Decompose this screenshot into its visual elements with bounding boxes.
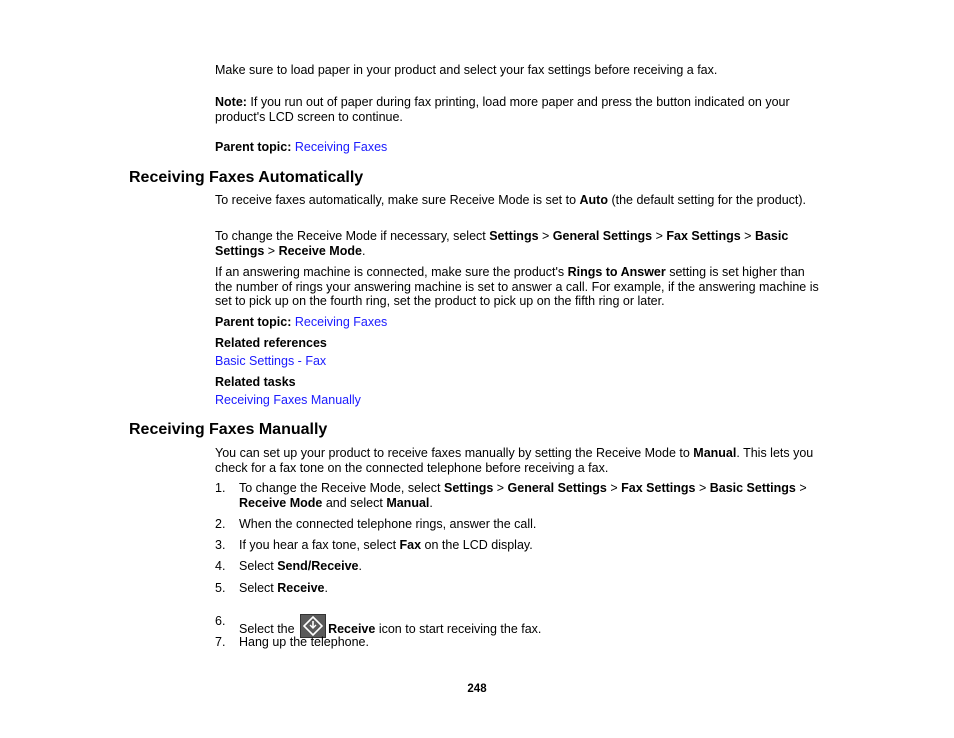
text-bold: Fax Settings [621,481,696,495]
auto-p2 [215,229,825,258]
text: Select [239,559,278,573]
text-bold: Receive Mode [239,495,323,510]
step-text [239,538,829,553]
note [215,95,825,124]
text-bold: Settings [489,229,539,243]
auto-p3 [215,265,825,309]
text-bold: General Settings [507,481,607,495]
text-bold: Send/Receive [277,559,359,573]
text-bold: General Settings [552,229,653,243]
text-bold: Rings to Answer [567,265,666,279]
text-bold: Fax [399,538,422,552]
auto-p1 [215,193,825,208]
text-bold: Manual [386,495,430,510]
text-bold: Settings [443,481,494,495]
text: If an answering machine is connected, make sure the product's [215,265,568,279]
text: Select [239,581,278,595]
text-bold: Related tasks [215,375,296,389]
step-number: 3. [215,538,226,552]
text: . This lets you check for a fax tone on the connected telephone before receiving a fax. [215,446,814,475]
receiving-faxes-manually-link[interactable]: Receiving Faxes Manually [215,393,361,407]
text: To change the Receive Mode, select [239,481,444,495]
text: setting is set higher than the number of rings your answering machine is set to answer a call. For example, if the answering machine is set to pick up on the fourth ring, set the product to pick up on the fifth ring or later. [215,265,819,308]
step-text [239,481,829,510]
text: If you hear a fax tone, select [239,538,400,552]
text: . [324,581,328,595]
basic-settings-fax-link[interactable]: Basic Settings - Fax [215,354,327,368]
related-references-label [215,336,825,351]
text: icon to start receiving the fax. [375,622,542,636]
intro-text: Make sure to load paper in your product and select your fax settings before receiving a fax. [215,63,718,77]
separator: > [493,481,508,495]
related-references-link-wrap [215,354,825,369]
text: on the LCD display. [421,538,533,552]
text: . [358,559,362,573]
text-bold: Receive Mode [278,243,362,258]
separator: > [795,481,807,495]
step-number: 6. [215,614,226,628]
step-number: 4. [215,559,226,573]
text-bold: Manual [693,446,737,460]
parent-topic [215,140,825,155]
related-tasks-link-wrap [215,393,825,408]
related-tasks-label [215,375,825,390]
separator: > [538,229,553,243]
note-text: If you run out of paper during fax printing, load more paper and press the button indicated on your product's LCD screen to continue. [215,95,790,124]
text-bold: Basic Settings [215,229,789,258]
text: To receive faxes automatically, make sure Receive Mode is set to [215,193,580,207]
step-number: 7. [215,635,226,649]
text: To change the Receive Mode if necessary, select [215,229,490,243]
text-bold: Auto [579,193,608,207]
text: (the default setting for the product). [607,193,807,207]
text-bold: Fax Settings [666,229,741,243]
manual-p1 [215,446,825,475]
text: . [361,243,366,258]
parent-topic-label: Parent topic: [215,315,292,329]
separator: > [695,481,710,495]
text: Select the [239,622,299,636]
step-text [239,559,829,574]
text: and select [322,495,387,510]
page-number: 248 [467,683,487,695]
step-text [239,581,829,596]
text-bold: Receive [328,622,376,636]
step-number: 5. [215,581,226,595]
parent-topic-link[interactable]: Receiving Faxes [294,140,388,154]
separator: > [264,243,279,258]
auto-parent-topic [215,315,825,330]
text: You can set up your product to receive faxes manually by setting the Receive Mode to [215,446,694,460]
separator: > [652,229,667,243]
separator: > [740,229,755,243]
text: . [429,495,433,510]
separator: > [606,481,622,495]
step-text: When the connected telephone rings, answer the call. [239,517,537,531]
step-number: 2. [215,517,226,531]
step-text: Hang up the telephone. [239,635,369,649]
text-bold: Receive [277,581,325,595]
note-label: Note: [215,95,247,109]
step-number: 1. [215,481,226,495]
heading-auto: Receiving Faxes Automatically [129,169,364,186]
text-bold: Basic Settings [709,481,796,495]
text-bold: Related references [215,336,327,350]
heading-manual: Receiving Faxes Manually [129,421,328,438]
parent-topic-link[interactable]: Receiving Faxes [294,315,388,329]
parent-topic-label: Parent topic: [215,140,292,154]
